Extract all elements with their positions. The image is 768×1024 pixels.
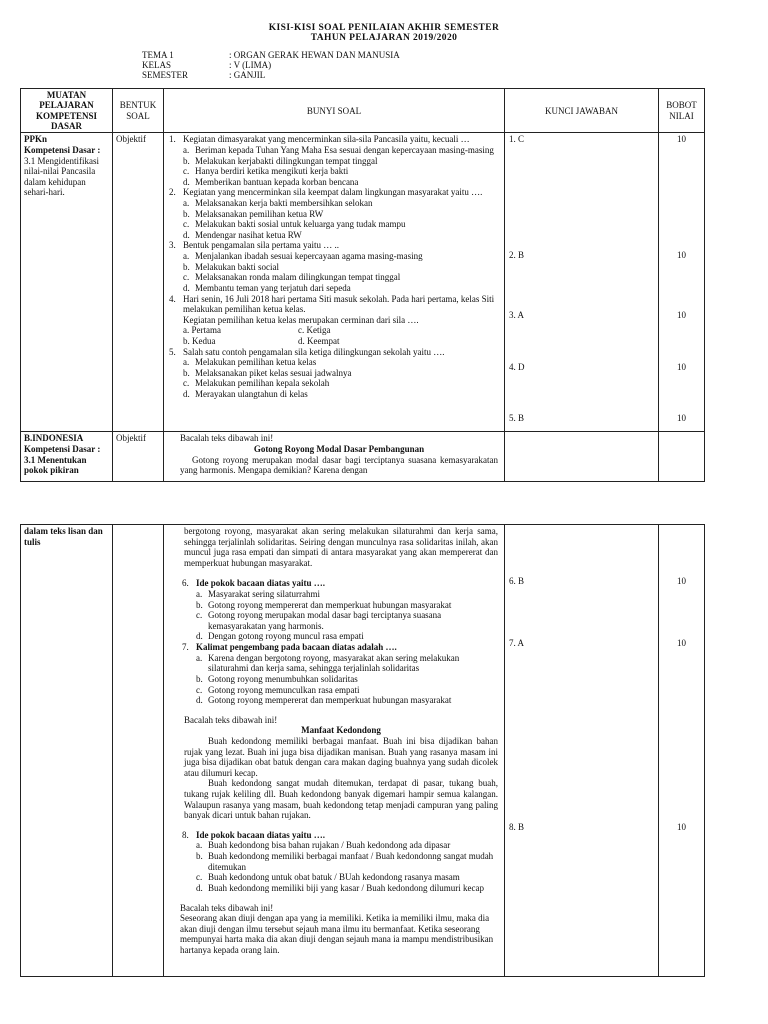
meta-value-tema: : ORGAN GERAK HEWAN DAN MANUSIA <box>229 50 400 60</box>
question-8: 8. Ide pokok bacaan diatas yaitu …. a. Buah kedondong bisa bahan rujakan / Buah kedondong ada dipasar b. Buah kedondong memiliki berbagai manfaat / Buah kedondonng sangat mudah ditemukan c. Buah kedondong untuk obat batuk / BUah kedondong rasanya masam d. Buah kedondong memiliki biji yang kasar / Buah kedondong dilumuri kecap <box>180 830 498 894</box>
answer-1: 1. C <box>509 134 525 145</box>
kd-label-bindo: Kompetensi Dasar : <box>24 443 101 454</box>
meta-value-semester: : GANJIL <box>229 70 266 80</box>
reading2-paragraph-2: Buah kedondong sangat mudah ditemukan, terdapat di pasar, tukang buah, tukang rujak keliling dll. Buah kedondong banyak digemari hampir semua kalangan. Walaupun rasanya yang masam, buah kedondong tetap menjadi campuran yang paling banyak dicari untuk bahan rujakan. <box>184 778 498 821</box>
option-8a: a. Buah kedondong bisa bahan rujakan / Buah kedondong ada dipasar <box>196 840 451 851</box>
reading2-paragraph-1: Buah kedondong memiliki berbagai manfaat. Buah ini bisa dijadikan bahan rujak yang lezat. Buah ini juga bisa dijadikan manisan. Buah yang rasanya masam ini juga bisa dijadikan obat batuk dengan cara makan daging buahnya yang sudah dicolek atau dilumuri kecap. <box>184 735 498 778</box>
table-row-bindo-start <box>21 432 705 482</box>
option-6a: a. Masyarakat sering silaturrahmi <box>196 589 320 600</box>
kd-label: Kompetensi Dasar : <box>24 144 101 155</box>
question-1: 1. Kegiatan dimasyarakat yang mencerminkan sila-sila Pancasila yaitu, kecuali … a. Beriman kepada Tuhan Yang Maha Esa sesuai dengan kepercayaan masing-masing b. Melakukan kerjabakti dilingkungan tempat tinggal c. Hanya berdiri ketika mengikuti kerja bakti d. Memberikan bantuan kepada korban bencana <box>167 134 501 187</box>
option-5a: a. Melakukan pemilihan ketua kelas <box>183 357 317 368</box>
answer-2: 2. B <box>509 250 525 261</box>
question-7: 7. Kalimat pengembang pada bacaan diatas adalah …. a. Karena dengan bergotong royong, masyarakat akan sering melakukan silaturahmi dan kerja sama, sehingga terjalinlah solidaritas b. Gotong royong menumbuhkan solidaritas c. Gotong royong memunculkan rasa empati d. Gotong royong mempererat dan memperkuat hubungan masyarakat <box>180 642 498 706</box>
option-6c: c. Gotong royong merupakan modal dasar bagi terciptanya suasana kemasyarakatan yang harmonis. <box>196 610 442 631</box>
meta-label-kelas: KELAS <box>142 60 171 70</box>
kd-text-bindo-2: dalam teks lisan dan tulis <box>24 526 103 547</box>
option-7b: b. Gotong royong menumbuhkan solidaritas <box>196 673 358 684</box>
bentuk-bindo: Objektif <box>113 432 164 482</box>
col-bobot-header: BOBOT NILAI <box>659 89 705 133</box>
option-6b: b. Gotong royong mempererat dan memperkuat hubungan masyarakat <box>196 599 452 610</box>
meta-label-semester: SEMESTER <box>142 70 189 80</box>
reading-title: Gotong Royong Modal Dasar Pembangunan <box>253 443 425 454</box>
question-6: 6. Ide pokok bacaan diatas yaitu …. a. Masyarakat sering silaturrahmi b. Gotong royong mempererat dan memperkuat hubungan masyarakat c. Gotong royong merupakan modal dasar bagi terciptanya suasana kemasyarakatan yang harmonis. d. Dengan gotong royong muncul rasa empati <box>180 578 498 642</box>
reading-text-2: bergotong royong, masyarakat akan sering melakukan silaturahmi dan kerja sama, sehingga terjalinlah solidaritas. Seiring dengan munculnya rasa solidaritas inilah, akan muncul juga rasa empati dan simpati di antara masyarakat yang akan mempererat dan memperkuat hubungan masyarakat. <box>184 526 498 568</box>
question-3: 3. Bentuk pengamalan sila pertama yaitu … .. a. Menjalankan ibadah sesuai kepercayaan agama masing-masing b. Melakukan bakti social c. Melaksanakan ronda malam dilingkungan tempat tinggal d. Membantu teman yang terjatuh dari sepeda <box>167 240 501 293</box>
answer-4: 4. D <box>509 362 525 373</box>
col-kunci-header: KUNCI JAWABAN <box>505 89 659 133</box>
option-5c: c. Melakukan pemilihan kepala sekolah <box>183 378 330 389</box>
kd-text-ppkn: 3.1 Mengidentifikasi nilai-nilai Pancasila dalam kehidupan sehari-hari. <box>24 155 99 198</box>
document-title: KISI-KISI SOAL PENILAIAN AKHIR SEMESTER <box>268 23 500 33</box>
kunci-cell-bindo <box>505 525 659 977</box>
subject-ppkn: PPKn <box>24 134 48 145</box>
col-bunyi-header: BUNYI SOAL <box>164 89 505 133</box>
option-3d: d. Membantu teman yang terjatuh dari sepeda <box>183 282 351 293</box>
score-6: 10 <box>677 576 686 586</box>
bobot-cell-bindo <box>659 525 705 977</box>
table-row-ppkn <box>21 133 705 432</box>
option-7c: c. Gotong royong memunculkan rasa empati <box>196 684 360 695</box>
score-1: 10 <box>677 134 686 145</box>
answer-5: 5. B <box>509 413 525 424</box>
instruction-read: Bacalah teks dibawah ini! <box>180 433 274 444</box>
kd-text-bindo-1: 3.1 Menentukan pokok pikiran <box>24 454 87 476</box>
option-2b: b. Melaksanakan pemilihan ketua RW <box>183 208 324 219</box>
bentuk-ppkn: Objektif <box>113 133 164 432</box>
kisi-table-page-1 <box>20 88 705 482</box>
score-7: 10 <box>677 638 686 648</box>
kisi-table-page-2 <box>20 524 705 977</box>
option-8d: d. Buah kedondong memiliki biji yang kasar / Buah kedondong dilumuri kecap <box>196 882 484 893</box>
option-1d: d. Memberikan bantuan kepada korban bencana <box>183 176 359 187</box>
question-4: 4. Hari senin, 16 Juli 2018 hari pertama Siti masuk sekolah. Pada hari pertama, kelas Siti melakukan pemilihan ketua kelas. Kegiatan pemilihan ketua kelas merupakan cerminan dari sila …. a. Pertama c. Ketiga b. Kedua d. Keempat <box>167 294 501 347</box>
reading2-title: Manfaat Kedondong <box>301 725 381 736</box>
option-4-row-2: b. Kedua d. Keempat <box>183 335 340 346</box>
option-8b: b. Buah kedondong memiliki berbagai manfaat / Buah kedondonng sangat mudah ditemukan <box>196 851 494 872</box>
option-8c: c. Buah kedondong untuk obat batuk / BUah kedondong rasanya masam <box>196 872 460 883</box>
option-1b: b. Melakukan kerjabakti dilingkungan tempat tinggal <box>183 155 378 166</box>
meta-label-tema: TEMA 1 <box>142 50 174 60</box>
score-5: 10 <box>677 413 686 424</box>
meta-value-kelas: : V (LIMA) <box>229 60 272 70</box>
subject-bindo: B.INDONESIA <box>24 433 84 444</box>
option-7d: d. Gotong royong mempererat dan memperkuat hubungan masyarakat <box>196 695 452 706</box>
option-2d: d. Mendengar nasihat ketua RW <box>183 229 302 240</box>
score-3: 10 <box>677 310 686 321</box>
option-2a: a. Melaksanakan kerja bakti membersihkan selokan <box>183 198 373 209</box>
option-4-row-1: a. Pertama c. Ketiga <box>183 325 331 336</box>
bobot-cell-ppkn <box>659 133 705 432</box>
reading-text-1: Gotong royong merupakan modal dasar bagi terciptanya suasana kemasyarakatan yang harmonis. Mengapa demikian? Karena dengan <box>180 454 498 476</box>
kunci-cell-ppkn <box>505 133 659 432</box>
score-8: 10 <box>677 822 686 832</box>
question-2: 2. Kegiatan yang mencerminkan sila keempat dalam lingkungan masyarakat yaitu …. a. Melaksanakan kerja bakti membersihkan selokan b. Melaksanakan pemilihan ketua RW c. Melakukan bakti sosial untuk keluarga yang tudak mampu d. Mendengar nasihat ketua RW <box>167 187 501 240</box>
answer-6: 6. B <box>509 576 525 586</box>
instruction-read-2: Bacalah teks dibawah ini! <box>184 714 278 725</box>
answer-7: 7. A <box>509 638 525 648</box>
answer-3: 3. A <box>509 310 525 321</box>
option-7a: a. Karena dengan bergotong royong, masyarakat akan sering melakukan silaturahmi dan kerja sama, sehingga terjalinlah solidaritas <box>196 652 460 674</box>
score-4: 10 <box>677 362 686 373</box>
option-5d: d. Merayakan ulangtahun di kelas <box>183 389 308 399</box>
question-5: 5. Salah satu contoh pengamalan sila ketiga dilingkungan sekolah yaitu …. a. Melakukan pemilihan ketua kelas b. Melaksanakan piket kelas sesuai jadwalnya c. Melakukan pemilihan kepala sekolah d. Merayakan ulangtahun di kelas <box>167 347 501 400</box>
option-2c: c. Melakukan bakti sosial untuk keluarga yang tudak mampu <box>183 219 406 230</box>
option-6d: d. Dengan gotong royong muncul rasa empati <box>196 631 364 642</box>
option-1c: c. Hanya berdiri ketika mengikuti kerja bakti <box>183 166 349 177</box>
col-bentuk-header: BENTUK SOAL <box>113 89 164 133</box>
instruction-read-3: Bacalah teks dibawah ini! <box>180 902 274 913</box>
option-5b: b. Melaksanakan piket kelas sesuai jadwalnya <box>183 367 352 378</box>
col-muatan-header: MUATAN PELAJARAN KOMPETENSI DASAR <box>21 89 113 133</box>
option-3c: c. Melaksanakan ronda malam dilingkungan tempat tinggal <box>183 272 401 283</box>
option-1a: a. Beriman kepada Tuhan Yang Maha Esa sesuai dengan kepercayaan masing-masing <box>183 144 494 155</box>
reading3-text: Seseorang akan diuji dengan apa yang ia memiliki. Ketika ia memiliki ilmu, maka dia akan diuji dengan ilmu tersebut sejauh mana ilmu itu bermanfaat. Ketika seseorang mempunyai harta maka dia akan diuji dengan sejauh mana ia mampu mendistribusikan hartanya kepada orang lain. <box>180 913 494 955</box>
table-row-bindo-cont <box>21 525 705 977</box>
score-2: 10 <box>677 250 686 261</box>
option-3a: a. Menjalankan ibadah sesuai kepercayaan agama masing-masing <box>183 251 423 262</box>
document-subtitle: TAHUN PELAJARAN 2019/2020 <box>310 33 458 43</box>
option-3b: b. Melakukan bakti social <box>183 261 279 272</box>
answer-8: 8. B <box>509 822 525 832</box>
